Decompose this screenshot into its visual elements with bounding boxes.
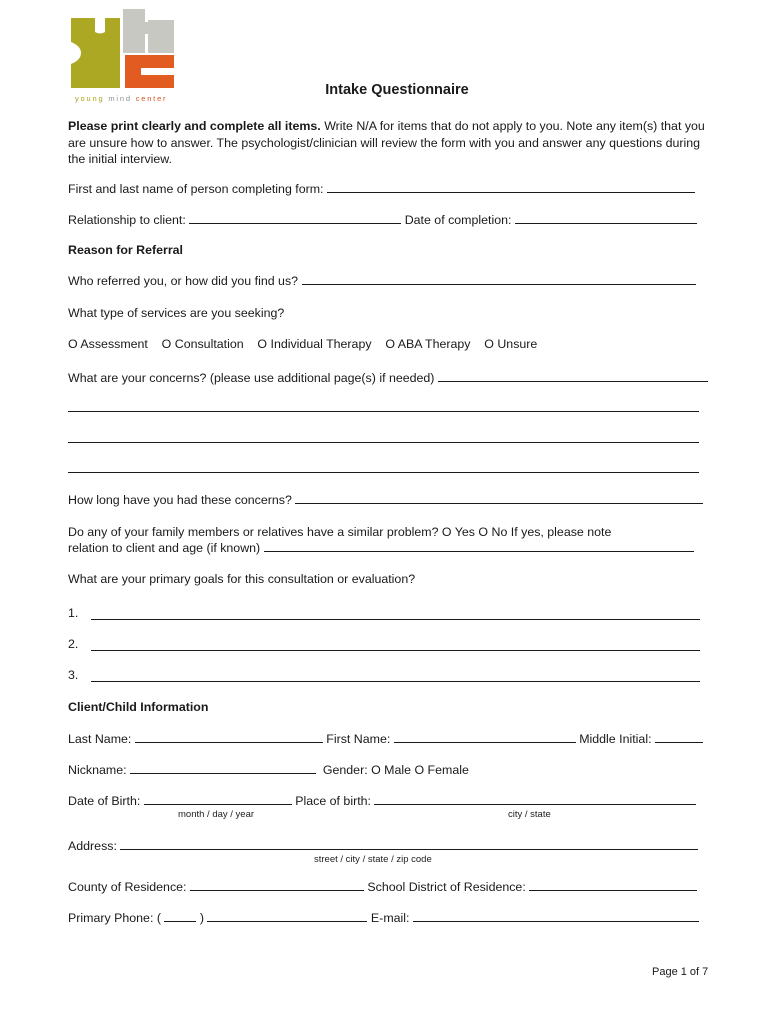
last-name-label: Last Name: [68,732,132,746]
school-district-field[interactable] [529,879,697,891]
goal-line-1[interactable] [91,619,700,620]
date-completion-label: Date of completion: [404,213,512,227]
name-completing-field[interactable] [327,181,695,193]
middle-initial-field[interactable] [655,731,703,743]
name-completing-row [68,181,695,197]
referral-heading: Reason for Referral [68,243,183,257]
who-referred-field[interactable] [302,273,696,285]
concerns-line-3[interactable] [68,472,699,473]
concerns-line-1[interactable] [68,411,699,412]
place-hint: city / state [508,809,551,820]
phone-close-paren: ) [199,911,205,925]
family-row-2 [68,540,694,556]
dob-field[interactable] [144,793,292,805]
place-of-birth-field[interactable] [374,793,696,805]
family-relation-field[interactable] [264,540,694,552]
who-referred-row [68,273,696,289]
goal-number-2: 2. [68,637,79,651]
county-row [68,879,697,895]
last-name-field[interactable] [135,731,323,743]
intro-bold: Please print clearly and complete all items. [68,119,321,133]
option-aba-therapy[interactable]: O ABA Therapy [385,337,471,351]
gender-options[interactable]: Gender: O Male O Female [322,763,469,777]
first-name-label: First Name: [326,732,391,746]
dob-label: Date of Birth: [68,794,141,808]
concerns-row [68,370,708,386]
goal-line-3[interactable] [91,681,700,682]
family-line-2: relation to client and age (if known) [68,541,261,555]
date-completion-field[interactable] [515,212,697,224]
goal-number-3: 3. [68,668,79,682]
services-question: What type of services are you seeking? [68,306,285,320]
services-options [68,336,537,352]
option-assessment[interactable]: O Assessment [68,337,148,351]
goal-line-2[interactable] [91,650,700,651]
email-field[interactable] [413,910,699,922]
who-referred-label: Who referred you, or how did you find us? [68,274,299,288]
school-district-label: School District of Residence: [367,880,526,894]
nickname-row [68,762,469,778]
family-line-1: Do any of your family members or relatives have a similar problem? O Yes O No If yes, please note [68,525,612,539]
option-unsure[interactable]: O Unsure [484,337,538,351]
concerns-line-2[interactable] [68,442,699,443]
middle-initial-label: Middle Initial: [579,732,652,746]
option-individual-therapy[interactable]: O Individual Therapy [257,337,372,351]
name-row [68,731,703,747]
first-name-field[interactable] [394,731,576,743]
address-label: Address: [68,839,117,853]
page-number: Page 1 of 7 [652,966,709,978]
page-title: Intake Questionnaire [325,82,469,98]
how-long-field[interactable] [295,492,703,504]
logo-wordmark: young mind center [75,94,168,103]
county-field[interactable] [190,879,364,891]
address-hint: street / city / state / zip code [314,854,432,865]
relationship-label: Relationship to client: [68,213,186,227]
option-consultation[interactable]: O Consultation [161,337,244,351]
how-long-label: How long have you had these concerns? [68,493,292,507]
intro-rest: Write N/A for items that do not apply to you. Note any item(s) that you are unsure how to answer. The psychologist/clinician will review the form with you and answer any questions during the initial interview. [68,119,705,166]
place-of-birth-label: Place of birth: [295,794,371,808]
primary-phone-field[interactable] [207,910,367,922]
address-field[interactable] [120,838,698,850]
name-completing-label: First and last name of person completing form: [68,182,324,196]
area-code-field[interactable] [164,910,196,922]
dob-hint: month / day / year [178,809,255,820]
goals-question: What are your primary goals for this consultation or evaluation? [68,572,416,586]
phone-row [68,910,699,926]
address-row [68,838,698,854]
primary-phone-label: Primary Phone: ( [68,911,161,925]
concerns-field[interactable] [438,370,708,382]
concerns-label: What are your concerns? (please use additional page(s) if needed) [68,371,435,385]
relationship-field[interactable] [189,212,401,224]
dob-row [68,793,696,809]
county-label: County of Residence: [68,880,187,894]
relationship-row [68,212,697,228]
email-label: E-mail: [370,911,410,925]
nickname-field[interactable] [130,762,316,774]
client-heading: Client/Child Information [68,700,209,714]
goal-number-1: 1. [68,606,79,620]
how-long-row [68,492,703,508]
nickname-label: Nickname: [68,763,127,777]
intro-paragraph [68,118,708,168]
